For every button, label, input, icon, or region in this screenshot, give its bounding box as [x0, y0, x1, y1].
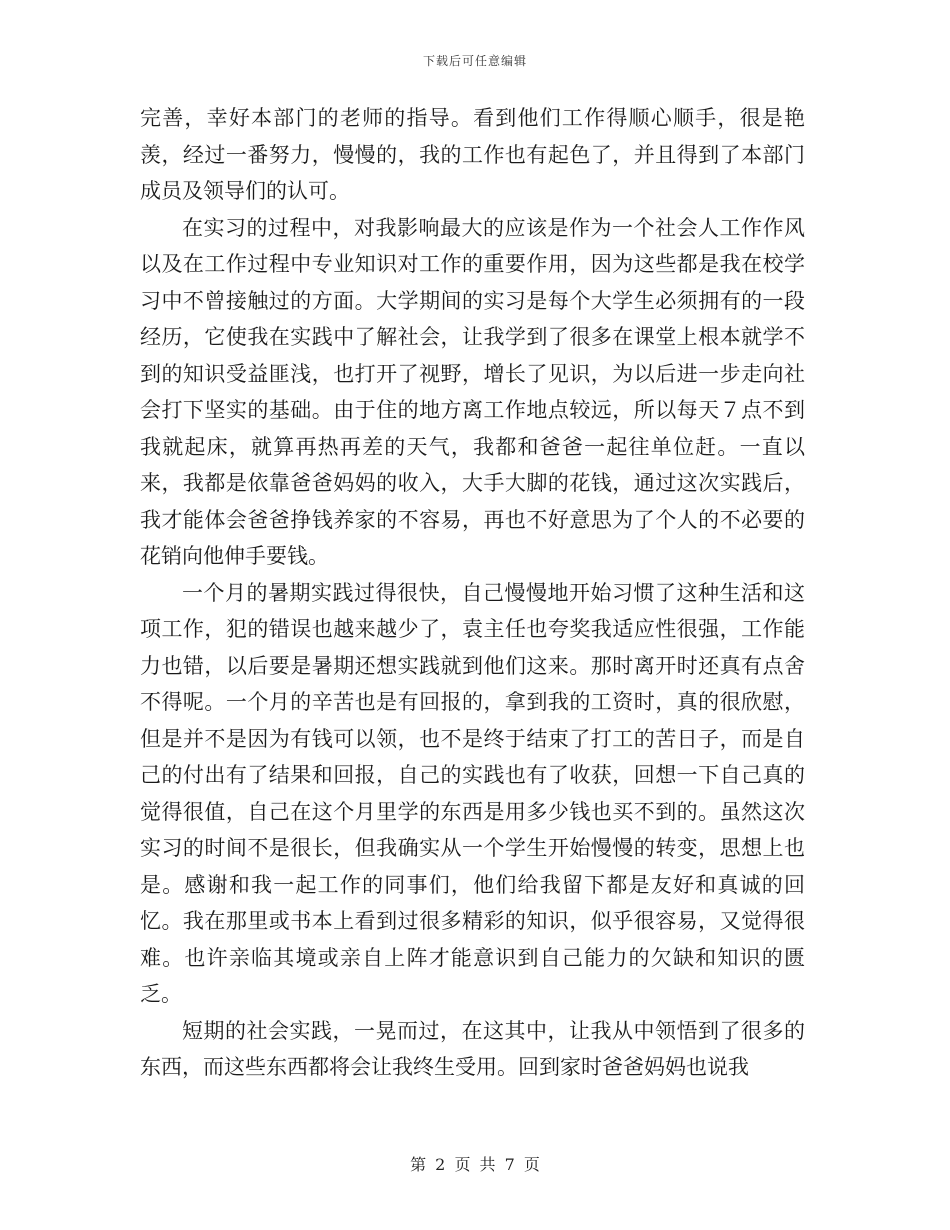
page-header: 下载后可任意编辑 — [422, 54, 527, 68]
document-body — [140, 100, 805, 1086]
paragraph-continuation: 完善，幸好本部门的老师的指导。看到他们工作得顺心顺手，很是艳羡，经过一番努力，慢慢的，我的工作也有起色了，并且得到了本部门成员及领导们的认可。 — [140, 106, 805, 203]
paragraph-internship-influence: 在实习的过程中，对我影响最大的应该是作为一个社会人工作作风以及在工作过程中专业知识对工作的重要作用，因为这些都是我在校学习中不曾接触过的方面。大学期间的实习是每个大学生必须拥有的一段经历，它使我在实践中了解社会，让我学到了很多在课堂上根本就学不到的知识受益匪浅，也打开了视野，增长了见识，为以后进一步走向社会打下坚实的基础。由于住的地方离工作地点较远，所以每天７点不到我就起床，就算再热再差的天气，我都和爸爸一起往单位赶。一直以来，我都是依靠爸爸妈妈的收入，大手大脚的花钱，通过这次实践后，我才能体会爸爸挣钱养家的不容易，再也不好意思为了个人的不必要的花销向他伸手要钱。 — [140, 215, 805, 568]
paragraph-summer-practice: 一个月的暑期实践过得很快，自己慢慢地开始习惯了这种生活和这项工作，犯的错误也越来越少了，袁主任也夸奖我适应性很强，工作能力也错，以后要是暑期还想实践就到他们这来。那时离开时还真有点舍不得呢。一个月的辛苦也是有回报的，拿到我的工资时，真的很欣慰，但是并不是因为有钱可以领，也不是终于结束了打工的苦日子，而是自己的付出有了结果和回报，自己的实践也有了收获，回想一下自己真的觉得很值，自己在这个月里学的东西是用多少钱也买不到的。虽然这次实习的时间不是很长，但我确实从一个学生开始慢慢的转变，思想上也是。感谢和我一起工作的同事们，他们给我留下都是友好和真诚的回忆。我在那里或书本上看到过很多精彩的知识，似乎很容易，又觉得很难。也许亲临其境或亲自上阵才能意识到自己能力的欠缺和知识的匮乏。 — [140, 580, 805, 1006]
paragraph-social-practice: 短期的社会实践，一晃而过，在这其中，让我从中领悟到了很多的东西，而这些东西都将会让我终生受用。回到家时爸爸妈妈也说我 — [140, 1018, 805, 1079]
page-number: 第 2 页 共 7 页 — [410, 1155, 540, 1174]
